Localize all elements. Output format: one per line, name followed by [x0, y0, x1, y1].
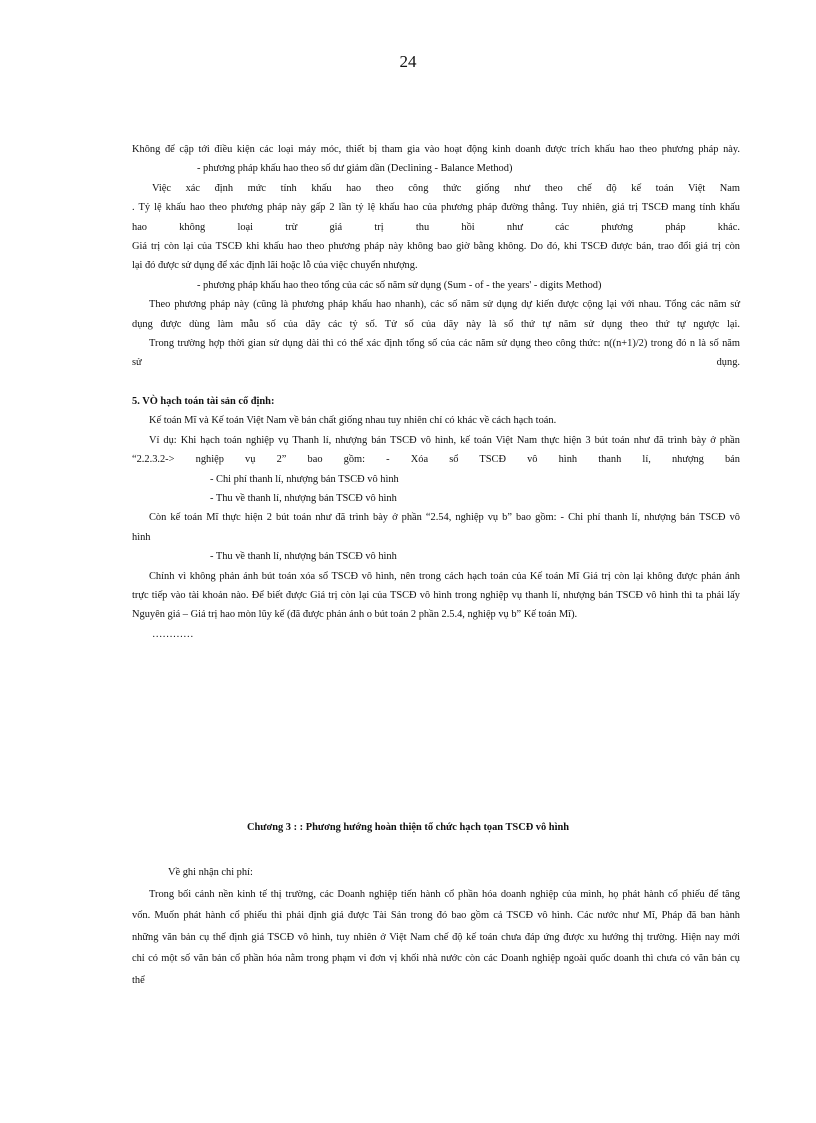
- sub-heading: Về ghi nhận chi phí:: [168, 867, 253, 878]
- paragraph-line: những văn bản cụ thể định giá TSCĐ vô hình, tuy nhiên ở Việt Nam chế độ kế toán chưa đáp ứng được xu hướng thị trường. Hiện nay mới: [132, 931, 740, 943]
- paragraph-line: “2.2.3.2-> nghiệp vụ 2” bao gồm: - Xóa sổ TSCĐ vô hình thanh lí, nhượng bán: [132, 454, 740, 466]
- list-item: - Chi phí thanh lí, nhượng bán TSCĐ vô hình: [210, 473, 399, 485]
- section-heading: 5. VÒ hạch toán tài sản cố định:: [132, 395, 275, 407]
- chapter-title: Chương 3 : : Phương hướng hoàn thiện tổ chức hạch tọan TSCĐ vô hình: [246, 822, 570, 833]
- paragraph-line: lại đó được sử dụng để xác định lãi hoặc lỗ của việc chuyển nhượng.: [132, 260, 418, 272]
- line-end: dụng.: [716, 357, 740, 369]
- paragraph-line: Trong bối cảnh nền kinh tế thị trường, các Doanh nghiệp tiến hành cổ phần hóa doanh nghiệp của mình, họ phát hành cổ phiếu để tăng: [149, 888, 740, 900]
- paragraph-line: Giá trị còn lại của TSCĐ khi khấu hao theo phương pháp này không bao giờ bằng không. Do đó, khi TSCĐ được bán, trao đổi giá trị còn: [132, 241, 740, 253]
- paragraph-line: thể: [132, 974, 145, 986]
- document-body: [132, 140, 740, 644]
- paragraph-line: dụng được dùng làm mẫu số của dãy các tỷ số. Tử số của dãy này là số thứ tự năm sử dụng theo thứ tự ngược lại.: [132, 318, 740, 330]
- paragraph-line: hình: [132, 531, 151, 543]
- paragraph-line: Còn kế toán Mĩ thực hiện 2 bút toán như đã trình bày ở phần “2.54, nghiệp vụ b” bao gồm: - Chi phí thanh lí, nhượng bán TSCĐ vô: [149, 512, 740, 524]
- paragraph-line: chỉ có một số văn bản cổ phần hóa nằm trong phạm vi đơn vị khối nhà nước còn các Doanh nghiệp ngoài quốc doanh thì chưa có văn bản cụ: [132, 953, 740, 965]
- paragraph-line: [132, 353, 740, 372]
- paragraph-line: Không để cập tới điều kiện các loại máy móc, thiết bị tham gia vào hoạt động kinh doanh được trích khấu hao theo phương pháp này.: [132, 144, 740, 155]
- list-item: - Thu về thanh lí, nhượng bán TSCĐ vô hình: [210, 551, 397, 563]
- ellipsis: …………: [152, 628, 194, 640]
- page-number: 24: [399, 52, 417, 71]
- paragraph-line: Chính vì không phản ánh bút toán xóa sổ TSCĐ vô hình, nên trong cách hạch toán của Kế toán Mĩ Giá trị còn lại không được phản ánh: [149, 570, 740, 582]
- list-item: - phương pháp khấu hao theo tổng của các số năm sử dụng (Sum - of - the years' - digits Method): [197, 279, 602, 291]
- paragraph-line: Việc xác định mức tính khấu hao theo công thức giống như theo chế độ kế toán Việt Nam: [152, 182, 740, 194]
- paragraph-line: Trong trường hợp thời gian sử dụng dài thì có thể xác định tổng số của các năm sử dụng theo công thức: n((n+1)/2) trong đó n là số năm: [149, 338, 740, 350]
- paragraph-line: Kế toán Mĩ và Kế toán Việt Nam về bản chất giống nhau tuy nhiên chỉ có khác về cách hạch toán.: [149, 415, 557, 427]
- paragraph-line: trực tiếp vào tài khoản nào. Để biết được Giá trị còn lại của TSCĐ vô hình trong nghiệp vụ thanh lí, nhượng bán TSCĐ vô hình thì ta phải lấy: [132, 589, 740, 601]
- paragraph-line: Ví dụ: Khi hạch toán nghiệp vụ Thanh lí, nhượng bán TSCĐ vô hình, kế toán Việt Nam thực hiện 3 bút toán như đã trình bày ở phần: [149, 434, 740, 446]
- line-start: sử: [132, 357, 142, 369]
- paragraph-line: hao không loại trừ giá trị thu hồi như các phương pháp khác.: [132, 221, 740, 233]
- paragraph-line: . Tỷ lệ khấu hao theo phương pháp này gấp 2 lần tỷ lệ khấu hao của phương pháp đường thẳng. Tuy nhiên, giá trị TSCĐ mang tính khấu: [132, 202, 740, 214]
- list-item: - Thu về thanh lí, nhượng bán TSCĐ vô hình: [210, 492, 397, 504]
- paragraph-line: Theo phương pháp này (cũng là phương pháp khấu hao nhanh), các số năm sử dụng dự kiến được cộng lại với nhau. Tổng các năm sử: [149, 299, 740, 311]
- list-item: - phương pháp khấu hao theo số dư giảm dần (Declining - Balance Method): [197, 163, 513, 175]
- paragraph-line: Nguyên giá – Giá trị hao mòn lũy kế (đã được phản ánh o bút toán 2 phần 2.5.4, nghiệp vụ b” Kế toán Mĩ).: [132, 609, 578, 621]
- paragraph-line: vốn. Muốn phát hành cổ phiếu thì phải định giá được Tài Sản trong đó bao gồm cả TSCĐ vô hình. Các nước như Mĩ, Pháp đã ban hành: [132, 910, 740, 922]
- chapter-body: [132, 862, 740, 992]
